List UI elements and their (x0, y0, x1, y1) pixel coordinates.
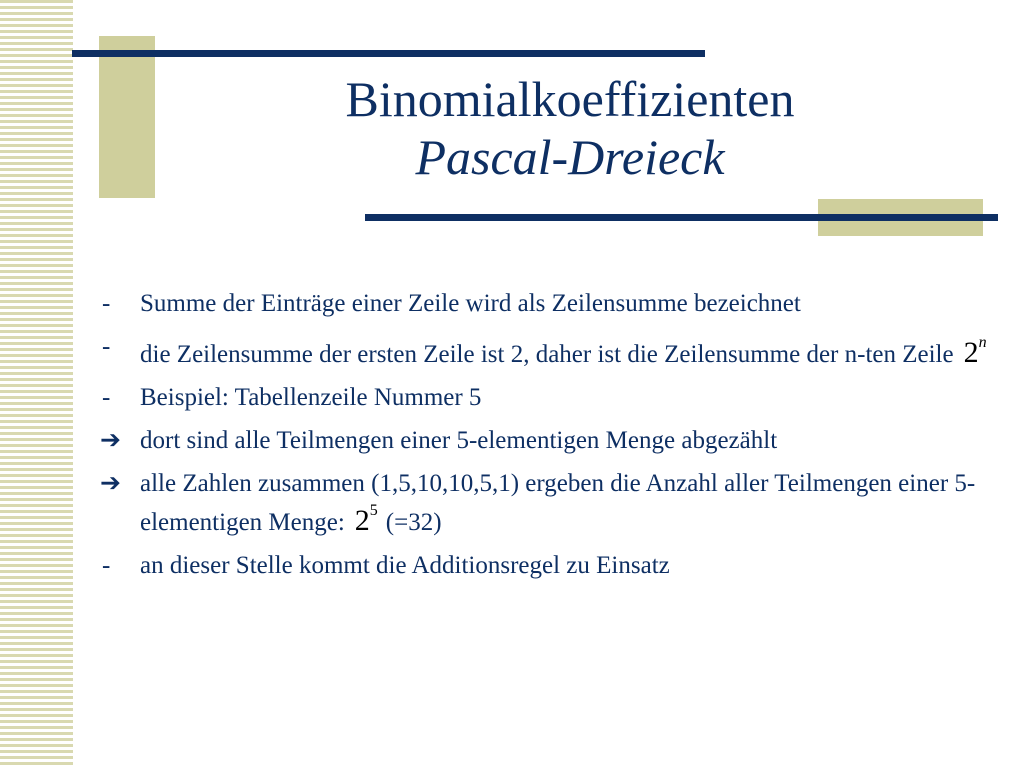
formula-power (964, 336, 987, 369)
list-item (96, 288, 996, 319)
formula-exponent: 5 (369, 502, 378, 519)
decorative-line-top (72, 50, 705, 57)
decorative-line-bottom (365, 214, 998, 221)
item-text-with-formula (140, 468, 996, 538)
item-text: dort sind alle Teilmengen einer 5-elementigen Menge abgezählt (140, 427, 778, 454)
item-text: Beispiel: Tabellenzeile Nummer 5 (140, 384, 482, 411)
list-item (96, 468, 996, 538)
bullet-list (96, 288, 996, 593)
list-item (96, 331, 996, 370)
item-text: die Zeilensumme der ersten Zeile ist 2, daher ist die Zeilensumme der n-ten Zeile (140, 341, 954, 368)
decorative-stripes (0, 0, 73, 768)
dash-marker: - (102, 333, 111, 360)
arrow-icon: ➔ (100, 470, 121, 497)
formula-exponent: n (978, 334, 987, 351)
item-text-with-formula (140, 331, 996, 370)
list-item (96, 425, 996, 456)
item-text: alle Zahlen zusammen (1,5,10,10,5,1) ergeben die Anzahl aller Teilmengen einer 5-elementigen Menge: (140, 470, 976, 536)
formula-power (355, 504, 378, 537)
formula-base: 2 (963, 336, 979, 369)
list-item (96, 382, 996, 413)
item-text: an dieser Stelle kommt die Additionsregel zu Einsatz (140, 552, 670, 579)
dash-marker: - (102, 384, 111, 411)
dash-marker: - (102, 290, 111, 317)
formula-base: 2 (354, 504, 370, 537)
title-main: Binomialkoeffizienten (345, 71, 795, 127)
arrow-icon: ➔ (100, 427, 121, 454)
formula-result: (=32) (385, 509, 442, 536)
slide-title (220, 70, 920, 186)
item-text: Summe der Einträge einer Zeile wird als Zeilensumme bezeichnet (140, 290, 801, 317)
title-subtitle: Pascal-Dreieck (415, 129, 725, 185)
decorative-block-top (99, 36, 155, 198)
list-item (96, 550, 996, 581)
dash-marker: - (102, 552, 111, 579)
